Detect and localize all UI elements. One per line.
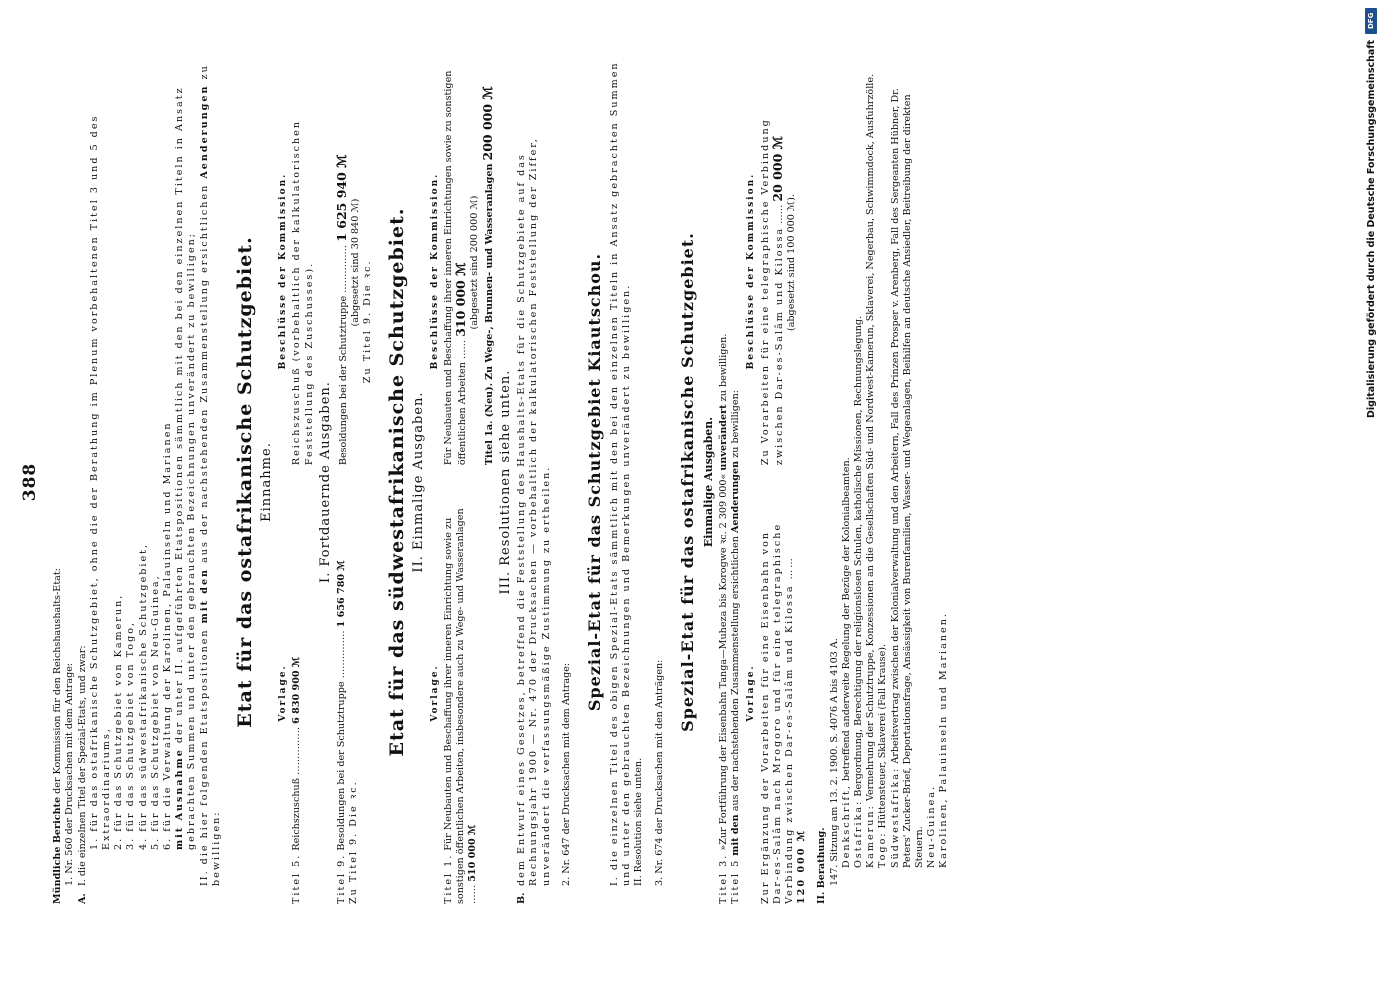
titel9-beschluss-amount: 1 625 940 ℳ	[334, 154, 350, 242]
list-item: 4. für das südwestafrikanische Schutzgebiet,	[137, 542, 149, 850]
titel3-bold: unverändert	[717, 404, 729, 471]
intro-heading	[52, 60, 64, 904]
suedwest-resolutionen: III. Resolutionen siehe unten.	[497, 369, 513, 595]
beschluss-note: (abgesetzt sind 100 000 ℳ).	[785, 194, 797, 332]
B-label: B.	[516, 892, 528, 904]
A2-text	[199, 60, 223, 886]
list-item: 6. für die Verwaltung der Karolinen, Palauinseln und Marianen	[162, 421, 174, 850]
intro-heading-bold: Mündliche Berichte	[52, 796, 64, 904]
titel5-beschluss: Reichszuschuß (vorbehaltlich der kalkulatorischen Feststellung des Zuschusses).	[291, 119, 315, 466]
list-item: Karolinen, Palauinseln und Marianen.	[938, 612, 950, 868]
titel9-sub: Zu Titel 9. Die ꝛc.	[348, 780, 360, 904]
kiautschou-title: Spezial-Etat für das Schutzgebiet Kiautschou.	[584, 252, 604, 712]
titel5b-bold: mit den	[730, 814, 742, 856]
suedwest-einmalige: II. Einmalige Ausgaben.	[410, 391, 426, 573]
vorlage-text: Zur Ergänzung der Vorarbeiten für eine Eisenbahn von Dar-es-Salâm nach Mrogoro und für eine telegraphische Verbindung zwischen Dar-es-Salâm und Kilossa	[759, 522, 795, 904]
ostafrika-einnahme: Einnahme.	[259, 442, 275, 522]
titel1-beschluss: Für Neubauten und Beschaffung ihrer inneren Einrichtungen sowie zu sonstigen öffentlichen Arbeiten	[443, 70, 469, 466]
titel9-beschluss: Besoldungen bei der Schutztruppe	[338, 295, 350, 466]
list-item: Südwestafrika: Arbeitsvertrag zwischen der Kolonialverwaltung und den Arbeitern, Fall des Prinzen Prosper v. Arenberg, Fall des Sergeanten Hübner, Dr. Peters' Zucker-Brief, Deportationsfrage, Ansässigkeit von Burenfamilien, Wasser- und Wegeanlagen, Beihilfen an deutsche Ansiedler, Beitreibung der direkten Steuern.	[889, 88, 925, 868]
A1-text: I. die einzelnen Titel der Spezial-Etats, und zwar:	[76, 645, 88, 886]
ostafrika2-title: Spezial-Etat für das ostafrikanische Schutzgebiet.	[677, 232, 697, 732]
titel5-amount: 6 830 900 ℳ	[291, 656, 303, 724]
beschluesse-heading: Beschlüsse der Kommission.	[746, 172, 757, 370]
titel1-label: Titel 1.	[443, 853, 455, 904]
titel9-text: Besoldungen bei der Schutztruppe	[336, 681, 348, 851]
kiautschou-I: I. die einzelnen Titel des obigen Spezial-Etats sämmtlich mit den bei den einzelnen Titeln in Ansatz gebrachten Summen und unter den gebrauchten Bezeichnungen und Bemerkungen unverändert zu bewilligen.	[608, 61, 633, 886]
ostafrika2-item3: 3. Nr. 674 der Drucksachen mit den Anträgen:	[653, 659, 665, 886]
A2-mid: aus der nachstehenden Zusammenstellung ersichtlichen	[198, 178, 210, 568]
ostafrika2-head-row	[745, 60, 757, 904]
ostafrika2-titel3	[718, 60, 730, 904]
titel9-label: Titel 9.	[336, 853, 348, 904]
A1-exception	[174, 60, 198, 886]
titel5-label: Titel 5.	[291, 853, 303, 904]
titel3-end: zu bewilligen.	[717, 333, 729, 405]
dfg-attribution	[1365, 8, 1377, 418]
berathung-entries	[841, 60, 951, 904]
B-text: dem Entwurf eines Gesetzes, betreffend die Feststellung des Haushalts-Etats für die Schutzgebiete auf das Rechnungsjahr 1900 — Nr. 470 der Drucksachen — vorbehaltlich der kalkulatorischen Feststellung der Ziffer, unverändert die verfassungsmäßige Zustimmung zu ertheilen.	[516, 137, 552, 886]
ostafrika2-row: Zur Ergänzung der Vorarbeiten für eine Eisenbahn von Dar-es-Salâm nach Mrogoro und für eine telegraphische Verbindung zwischen Dar-es-Salâm und Kilossa …… 120 000 ℳ Zu Vorarbeiten für eine telegraphische Verbindung zwischen Dar-es-Salâm und Kilossa …… 20 000 ℳ (abgesetzt sind 100 000 ℳ).	[760, 60, 809, 904]
A2-bold: mit den	[198, 567, 210, 624]
vorlage-heading: Vorlage.	[429, 664, 440, 722]
titel1-amount: 510 000 ℳ	[467, 824, 479, 882]
beschluss-text: Zu Vorarbeiten für eine telegraphische Verbindung zwischen Dar-es-Salâm und Kilossa	[759, 118, 785, 466]
list-item: Denkschrift, betreffend anderweite Regelung der Bezüge der Kolonialbeamten.	[840, 457, 852, 868]
A2-bold2: Aenderungen	[198, 84, 210, 179]
vorlage-heading: Vorlage.	[278, 664, 289, 722]
suedwest-titel1-row: Titel 1. Für Neubauten und Beschaffung ihrer inneren Einrichtung sowie zu sonstigen öffentlichen Arbeiten, insbesondere auch zu Wege- und Wasseranlagen …… 510 000 ℳ Für Neubauten und Beschaffung ihrer inneren Einrichtungen sowie zu sonstigen öffentlichen Arbeiten …… 310 000 ℳ (abgesetzt sind 200 000 ℳ) Titel 1a. (Neu). Zu Wege-, Brunnen- und Wasseranlagen 200 000 ℳ	[443, 60, 496, 904]
intro-item1: 1. Nr. 560 der Drucksachen mit dem Antrage:	[64, 662, 76, 886]
titel9-beschluss-sub: Zu Titel 9. Die ꝛc.	[362, 259, 374, 384]
titel9-beschluss-note: (abgesetzt sind 30 840 ℳ)	[350, 198, 362, 327]
kiautschou-II: II. Resolution siehe unten.	[633, 757, 645, 886]
list-item: 2. für das Schutzgebiet von Kamerun,	[113, 593, 125, 850]
titel1a-text: Zu Wege-, Brunnen- und Wasseranlagen	[483, 163, 495, 380]
intro-heading-rest: der Kommission für den Reichshaushalts-Etat:	[52, 568, 64, 797]
A1-exception-bold: mit Ausnahme	[174, 748, 186, 850]
ostafrika-head-row	[277, 60, 289, 904]
titel1-text: Für Neubauten und Beschaffung ihrer inneren Einrichtung sowie zu sonstigen öffentlichen Arbeiten, insbesondere auch zu Wege- und Wasseranlagen	[443, 508, 467, 904]
vorlage-amount: 120 000 ℳ	[796, 829, 808, 904]
page-number: 388	[20, 462, 40, 502]
titel1-beschluss-amount: 310 000 ℳ	[453, 262, 469, 337]
ostafrika-titel9-row: Titel 9. Besoldungen bei der Schutztruppe …………… 1 656 780 ℳ Zu Titel 9. Die ꝛc. Besoldungen bei der Schutztruppe …………… 1 625 940 ℳ (abgesetzt sind 30 840 ℳ) Zu Titel 9. Die ꝛc.	[336, 60, 375, 904]
vorlage-heading: Vorlage.	[746, 664, 757, 722]
titel1-beschluss-note: (abgesetzt sind 200 000 ℳ)	[469, 195, 481, 330]
dfg-logo-icon: DFG	[1365, 8, 1377, 34]
ostafrika-titel5-row: Titel 5. Reichszuschuß …………… 6 830 900 ℳ Reichszuschuß (vorbehaltlich der kalkulatorischen Feststellung des Zuschusses).	[291, 60, 315, 904]
list-item: 5. für das Schutzgebiet von Neu-Guinea,	[149, 574, 161, 850]
list-item: 3. für das Schutzgebiet von Togo,	[125, 620, 137, 850]
titel5b-text: aus der nachstehenden Zusammenstellung ersichtlichen	[730, 533, 742, 815]
titel5-text: Reichszuschuß	[291, 777, 303, 851]
berathung-sitzung: 147. Sitzung am 13. 2. 1900. S. 4076 A bis 4103 A.	[828, 638, 840, 886]
beschluesse-heading: Beschlüsse der Kommission.	[429, 172, 440, 370]
list-item: Ostafrika: Bergordnung, Berechtigung der religionslosen Schulen, katholische Missionen, Rechnungslegung.	[852, 315, 864, 868]
kiautschou-item2: 2. Nr. 647 der Drucksachen mit dem Antrage:	[560, 662, 572, 886]
dfg-text: Digitalisierung gefördert durch die Deutsche Forschungsgemeinschaft	[1365, 40, 1377, 418]
titel1a-amount: 200 000 ℳ	[479, 86, 495, 161]
A-label: A.	[76, 893, 88, 904]
beschluss-amount: 20 000 ℳ	[769, 136, 785, 202]
section-B	[516, 60, 553, 904]
A1-exception-rest: der unter II. aufgeführten Etatspositionen sämmtlich mit den bei den einzelnen Titeln in Ansatz gebrachten Summen und unter den gebrauchten Bezeichnungen unverändert zu bewilligen;	[174, 86, 198, 850]
ostafrika2-einmalige: Einmalige Ausgaben.	[701, 416, 715, 548]
list-item: 1. für das ostafrikanische Schutzgebiet, ohne die der Berathung im Plenum vorbehaltenen Titel 3 und 5 des Extraordinariums,	[88, 114, 113, 850]
section-A	[77, 60, 223, 904]
suedwest-head-row	[429, 60, 441, 904]
A2-start: II. die hier folgenden Etatspositionen	[198, 623, 210, 886]
titel5b-bold2: Aenderungen	[730, 460, 742, 534]
titel1a-label: Titel 1a. (Neu).	[483, 382, 495, 466]
berathung-heading: II. Berathung.	[816, 827, 828, 904]
titel9-amount: 1 656 780 ℳ	[336, 560, 348, 628]
ostafrika2-titel5	[730, 60, 742, 904]
titel3-label: Titel 3.	[717, 853, 729, 904]
A2-end: zu bewilligen:	[198, 64, 222, 886]
suedwest-title: Etat für das südwestafrikanische Schutzgebiet.	[385, 207, 408, 757]
beschluesse-heading: Beschlüsse der Kommission.	[278, 172, 289, 370]
titel3-text: »Zur Fortführung der Eisenbahn Tanga—Muheza bis Korogwe ꝛc. 2 309 000«	[717, 470, 729, 851]
list-item: Kamerun: Vermehrung der Schutztruppe, Konzessionen an die Gesellschaften Süd- und Nordwest-Kamerun, Sklaverei, Negerbau, Schwimmdock, Ausfuhrzölle.	[865, 73, 877, 868]
list-item: Neu-Guinea.	[926, 784, 938, 868]
list-item: Togo: Hüttensteuer, Sklaverei (Fall Krause).	[877, 643, 889, 868]
ostafrika-title: Etat für das ostafrikanische Schutzgebiet.	[234, 236, 257, 728]
ostafrika-fortdauernde: I. Fortdauernde Ausgaben.	[317, 381, 333, 583]
A1-list	[89, 60, 174, 886]
titel5b-end: zu bewilligen:	[730, 390, 742, 461]
titel5b-label: Titel 5	[730, 858, 742, 904]
